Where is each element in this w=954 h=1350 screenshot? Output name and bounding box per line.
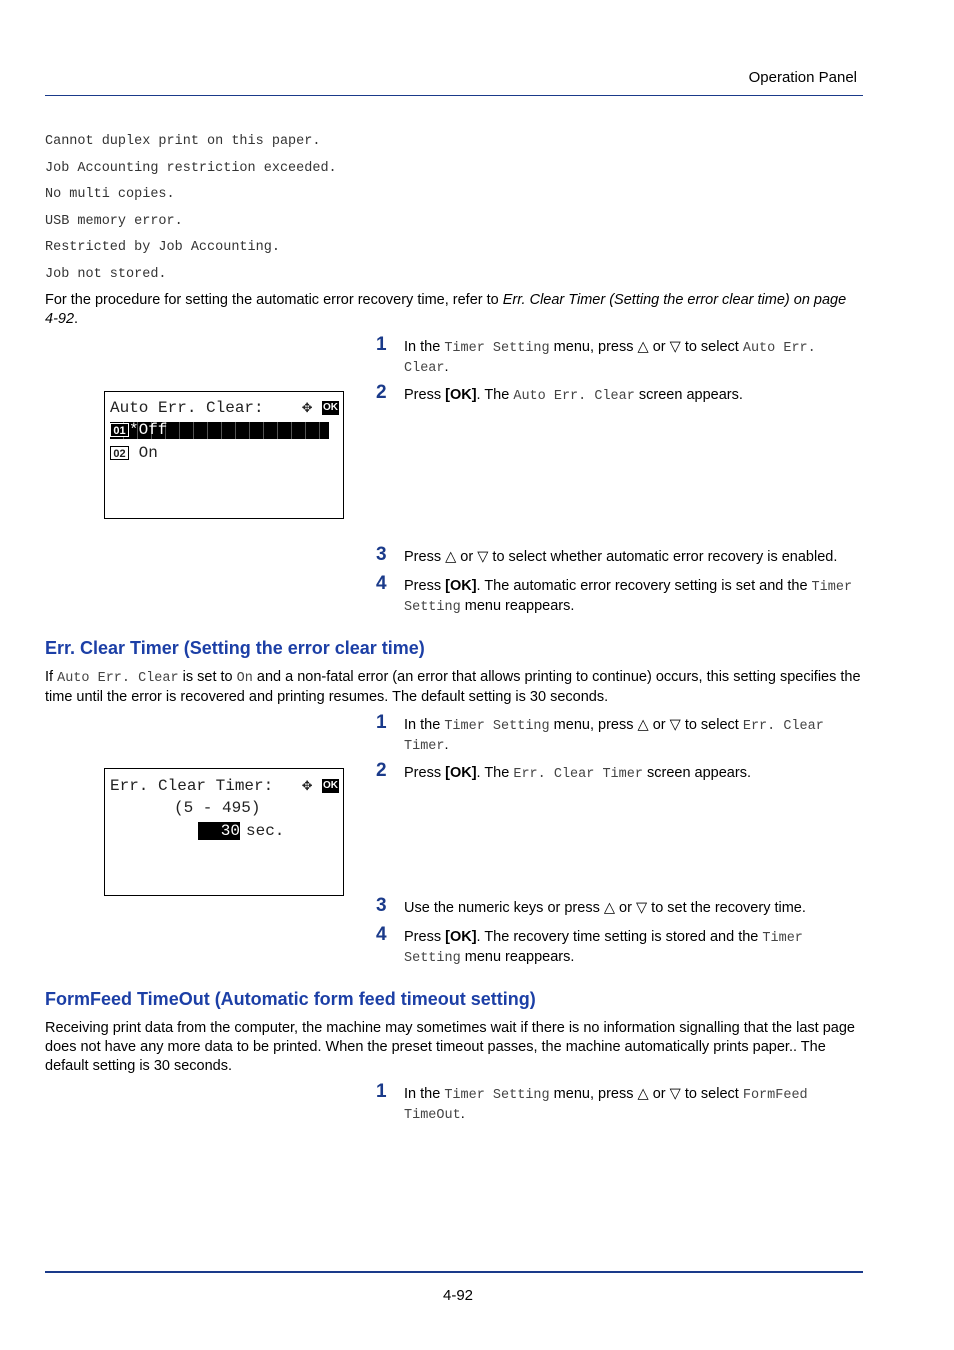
section-heading-err-clear-timer: Err. Clear Timer (Setting the error clear time) (45, 638, 425, 658)
section3-paragraph: Receiving print data from the computer, the machine may sometimes wait if there is no information signalling that the last page does not have any more data to be printed. When the preset timeout passes, the machine automatically prints paper.. The default setting is 30 seconds. (45, 1020, 855, 1074)
lcd-panel-auto-err-clear (104, 391, 344, 519)
cross-reference: Err. Clear Timer (Setting the error clear time) on page 4-92 (45, 292, 847, 327)
down-arrow-icon: ▽ (635, 900, 648, 916)
down-arrow-icon: ▽ (669, 1086, 681, 1102)
step-4: 4 Press [OK]. The automatic error recovery setting is set and the Timer Setting menu reappears. (376, 573, 853, 615)
option-on[interactable]: 02 On (110, 444, 158, 462)
intro-paragraph: For the procedure for setting the automatic error recovery time, refer to Err. Clear Timer (Setting the error clear time) on page 4-92. (45, 292, 847, 327)
list-item: USB memory error. (45, 213, 183, 229)
list-item: Job Accounting restriction exceeded. (45, 160, 337, 176)
navigation-icon: ✥ (302, 777, 313, 796)
step-3: 3 Press △ or ▽ to select whether automatic error recovery is enabled. (376, 544, 838, 565)
step-1: 1 In the Timer Setting menu, press △ or ▽ to select Auto Err. Clear. (376, 334, 816, 376)
range-text: (5 - 495) (174, 799, 261, 817)
option-off[interactable]: 01 *Off (110, 421, 167, 439)
lcd-panel-err-clear-timer (104, 768, 344, 896)
section3-steps (376, 1081, 866, 1125)
unit-text: sec. (246, 822, 285, 840)
section2-paragraph: If Auto Err. Clear is set to On and a non-fatal error (an error that allows printing to continue) occurs, this setting specifies the time until the error is recovered and printing resumes. The default setting is 30 seconds. (45, 669, 861, 705)
step-3: 3 Use the numeric keys or press △ or ▽ to set the recovery time. (376, 895, 806, 916)
panel-title: Auto Err. Clear: (110, 399, 264, 417)
step-1: 1 In the Timer Setting menu, press △ or ▽ to select Err. Clear Timer. (376, 712, 824, 754)
up-arrow-icon: △ (637, 1086, 649, 1102)
down-arrow-icon: ▽ (669, 717, 681, 733)
up-arrow-icon: △ (637, 717, 649, 733)
step-4: 4 Press [OK]. The recovery time setting is stored and the Timer Setting menu reappears. (376, 924, 803, 966)
step-2: 2 Press [OK]. The Err. Clear Timer screen appears. (376, 760, 751, 782)
footer-rule (45, 1271, 863, 1273)
down-arrow-icon: ▽ (477, 549, 489, 565)
panel-title: Err. Clear Timer: (110, 777, 274, 795)
list-item: No multi copies. (45, 187, 175, 202)
list-item: Cannot duplex print on this paper. (45, 134, 321, 149)
down-arrow-icon: ▽ (669, 339, 681, 355)
step-2: 2 Press [OK]. The Auto Err. Clear screen appears. (376, 382, 743, 404)
page-number: 4-92 (442, 1287, 474, 1304)
page-header-title: Operation Panel (748, 69, 857, 86)
error-message-list (45, 132, 337, 291)
step-1: 1 In the Timer Setting menu, press △ or ▽ to select FormFeed TimeOut. (376, 1081, 808, 1123)
ok-icon: OK (323, 401, 338, 413)
up-arrow-icon: △ (445, 549, 457, 565)
section1-steps (376, 334, 866, 617)
up-arrow-icon: △ (637, 339, 649, 355)
section2-steps (376, 712, 866, 968)
navigation-icon: ✥ (302, 399, 313, 418)
list-item: Job not stored. (45, 266, 167, 282)
header-rule (45, 95, 863, 96)
section-heading-formfeed-timeout: FormFeed TimeOut (Automatic form feed timeout setting) (45, 989, 536, 1009)
up-arrow-icon: △ (603, 900, 616, 916)
list-item: Restricted by Job Accounting. (45, 240, 280, 255)
ok-icon: OK (323, 779, 338, 791)
value-field[interactable]: 30 (198, 822, 240, 840)
